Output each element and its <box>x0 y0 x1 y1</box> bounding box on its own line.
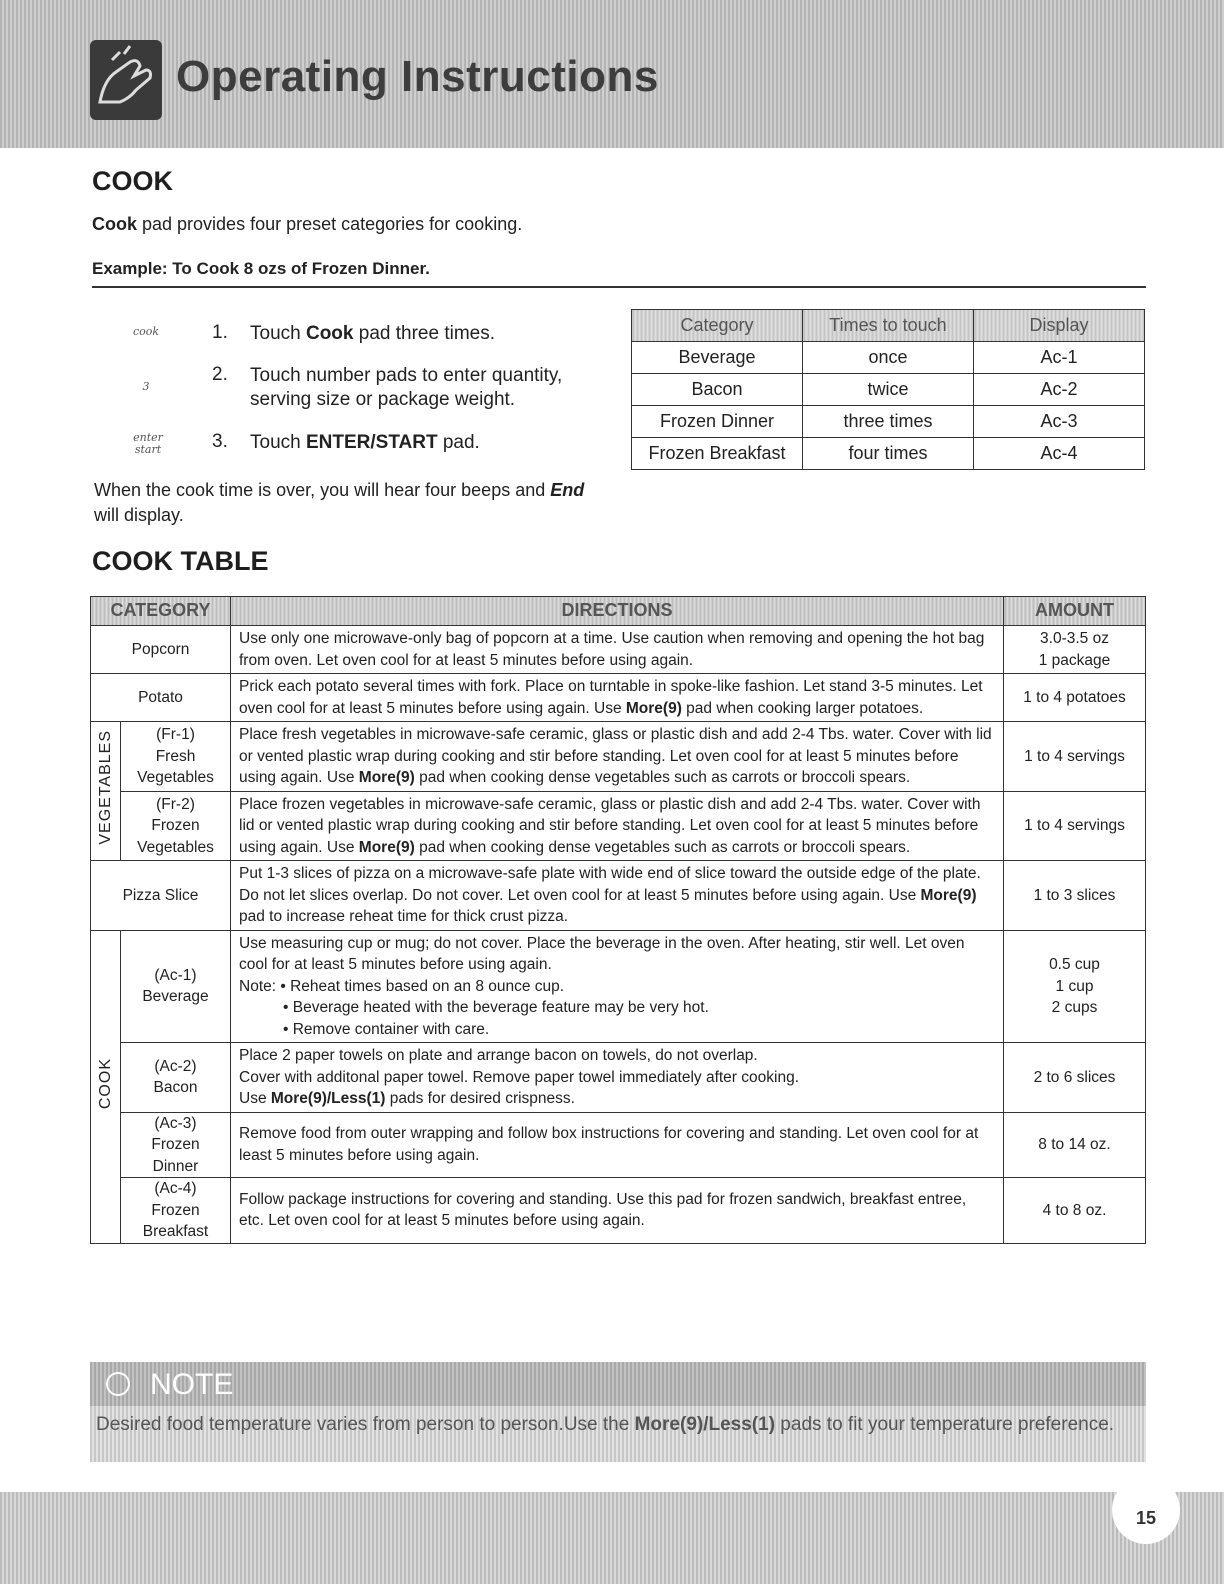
table-cell: Ac-3 <box>974 406 1145 438</box>
category-name: Frozen <box>151 1201 200 1219</box>
category-name: Fresh <box>155 747 196 765</box>
step-text <box>250 322 590 346</box>
amount-cell: 4 to 8 oz. <box>1004 1178 1146 1244</box>
category-cell <box>121 791 231 861</box>
table-cell: Beverage <box>632 342 803 374</box>
amount-line: 2 cups <box>1051 999 1098 1016</box>
step-number: 3. <box>212 431 228 452</box>
category-name: Frozen <box>151 1136 200 1153</box>
directions-text: pad when cooking dense vegetables such as carrots or broccoli spears. <box>414 838 911 856</box>
category-code: (Ac-2) <box>154 1057 197 1075</box>
category-name: Beverage <box>142 988 209 1006</box>
table-row-pizza <box>91 861 1146 931</box>
table-cell: Frozen Dinner <box>632 406 803 438</box>
directions-cell <box>231 861 1004 931</box>
directions-text: Place fresh vegetables in microwave-safe ceramic, glass or plastic dish and add 2-4 Tbs. water. Cover with lid or vented plastic wrap during cooking and stir before standing. Let oven cool for at least 5 minutes before using again. Use <box>239 726 992 786</box>
start-label: start <box>134 443 162 456</box>
group-label: VEGETABLES <box>96 730 114 846</box>
category-name: Breakfast <box>142 1223 209 1240</box>
cook-table <box>90 596 1146 1244</box>
category-name: Dinner <box>152 1157 199 1175</box>
category-cell: Pizza Slice <box>91 861 231 931</box>
intro-text: pad provides four preset categories for cooking. <box>137 214 523 234</box>
page-number: 15 <box>1135 1508 1157 1528</box>
step-text-post: pad. <box>437 432 480 453</box>
category-cell <box>121 1178 231 1244</box>
end-display-word: End <box>550 480 585 500</box>
directions-bold: More(9) <box>625 699 682 717</box>
directions-cell: Follow package instructions for covering and standing. Use this pad for frozen sandwich, breakfast entree, etc. Let oven cool for at least 5 minutes before using again. <box>231 1178 1004 1244</box>
directions-bold: More(9) <box>920 886 977 904</box>
enter-start-pad-icon <box>126 432 170 456</box>
category-code: (Fr-1) <box>156 726 195 743</box>
note-text-bold: More(9)/Less(1) <box>634 1414 776 1435</box>
directions-bold: More(9) <box>358 838 415 856</box>
category-name: Vegetables <box>137 838 214 856</box>
table-row-beverage <box>91 930 1146 1043</box>
table-row-frozen-breakfast <box>91 1178 1146 1244</box>
divider <box>92 286 1146 288</box>
table-cell: once <box>803 342 974 374</box>
intro-bold: Cook <box>92 214 137 234</box>
page-title: Operating Instructions <box>176 52 659 101</box>
enter-label: enter <box>133 431 163 444</box>
col-header-directions: DIRECTIONS <box>231 597 1004 626</box>
table-row <box>632 438 1145 470</box>
table-row <box>632 374 1145 406</box>
directions-text-pre: Use <box>239 1090 271 1107</box>
directions-text: Place 2 paper towels on plate and arrange bacon on towels, do not overlap. <box>239 1047 758 1064</box>
directions-text: Cover with additonal paper towel. Remove paper towel immediately after cooking. <box>239 1068 800 1086</box>
example-heading: Example: To Cook 8 ozs of Frozen Dinner. <box>92 259 430 278</box>
amount-line: 3.0-3.5 oz <box>1040 630 1109 647</box>
category-code: (Ac-4) <box>154 1180 197 1197</box>
amount-line: 1 package <box>1038 651 1111 669</box>
col-header-times: Times to touch <box>803 310 974 342</box>
col-header-category: Category <box>632 310 803 342</box>
category-cell <box>121 1043 231 1113</box>
amount-cell: 1 to 4 servings <box>1004 722 1146 792</box>
amount-line: 0.5 cup <box>1049 956 1100 973</box>
directions-cell <box>231 1043 1004 1113</box>
directions-text: pad when cooking larger potatoes. <box>681 699 924 717</box>
col-header-display: Display <box>974 310 1145 342</box>
category-cell <box>121 930 231 1043</box>
table-cell: three times <box>803 406 974 438</box>
amount-cell: 8 to 14 oz. <box>1004 1112 1146 1178</box>
directions-text-post: pads for desired crispness. <box>385 1090 575 1107</box>
directions-cell <box>231 930 1004 1043</box>
category-name: Frozen <box>151 817 200 834</box>
table-row-potato <box>91 674 1146 722</box>
table-row-popcorn <box>91 626 1146 674</box>
step-2 <box>212 364 590 412</box>
directions-text: pad when cooking dense vegetables such as carrots or broccoli spears. <box>414 769 911 786</box>
step-3 <box>212 431 590 455</box>
category-name: Bacon <box>153 1079 198 1097</box>
directions-cell <box>231 791 1004 861</box>
table-cell: Ac-1 <box>974 342 1145 374</box>
group-cell-cook <box>91 930 121 1243</box>
step-text-bold: Cook <box>305 323 354 344</box>
table-header-row <box>632 310 1145 342</box>
amount-cell: 2 to 6 slices <box>1004 1043 1146 1113</box>
directions-note: • Beverage heated with the beverage feature may be very hot. <box>283 999 709 1016</box>
directions-text: pad to increase reheat time for thick crust pizza. <box>239 908 569 925</box>
amount-cell <box>1004 930 1146 1043</box>
cook-intro <box>92 214 522 235</box>
group-label: COOK <box>96 1057 114 1109</box>
category-cell <box>121 1112 231 1178</box>
note-pencil-icon <box>106 1372 130 1396</box>
directions-cell: Remove food from outer wrapping and follow box instructions for covering and standing. Let oven cool for at least 5 minutes before using again. <box>231 1112 1004 1178</box>
category-cell: Potato <box>91 674 231 722</box>
table-row-frozen-vegetables <box>91 791 1146 861</box>
table-cell: twice <box>803 374 974 406</box>
step-text-pre: Touch <box>250 323 306 344</box>
directions-cell <box>231 722 1004 792</box>
table-cell: Frozen Breakfast <box>632 438 803 470</box>
note-title: NOTE <box>150 1368 234 1401</box>
table-row-frozen-dinner <box>91 1112 1146 1178</box>
directions-text: Place frozen vegetables in microwave-safe ceramic, glass or plastic dish and add 2-4 Tbs. water. Cover with lid or vented plastic wrap during cooking and stir before standing. Let oven cool for at least 5 minutes before using again. Use <box>239 795 981 856</box>
table-row-bacon <box>91 1043 1146 1113</box>
footer-band <box>0 1492 1224 1584</box>
table-row-fresh-vegetables <box>91 722 1146 792</box>
cook-section-title: COOK <box>92 166 173 196</box>
amount-cell: 1 to 4 potatoes <box>1004 674 1146 722</box>
step-text <box>250 431 590 455</box>
cook-pad-icon: cook <box>132 325 160 338</box>
table-row <box>632 406 1145 438</box>
directions-cell: Use only one microwave-only bag of popcorn at a time. Use caution when removing and opening the hot bag from oven. Let oven cool for at least 5 minutes before using again. <box>231 626 1004 674</box>
directions-bold: More(9) <box>358 769 415 786</box>
category-table <box>631 309 1145 470</box>
col-header-category: CATEGORY <box>91 597 231 626</box>
step-1 <box>212 322 590 346</box>
directions-cell <box>231 674 1004 722</box>
group-cell-vegetables <box>91 722 121 861</box>
category-name: Vegetables <box>137 769 214 786</box>
note-text-pre: Desired food temperature varies from person to person.Use the <box>96 1414 635 1435</box>
table-cell: Ac-4 <box>974 438 1145 470</box>
number-pad-icon: 3 <box>142 380 150 393</box>
chef-hand-icon <box>90 40 162 120</box>
category-code: (Ac-3) <box>154 1114 197 1132</box>
end-note <box>94 478 614 528</box>
table-header-row <box>91 597 1146 626</box>
table-cell: four times <box>803 438 974 470</box>
end-note-pre: When the cook time is over, you will hear four beeps and <box>94 480 551 500</box>
note-text <box>96 1413 1126 1436</box>
step-text-bold: ENTER/START <box>305 432 438 453</box>
amount-line: 1 cup <box>1055 977 1094 995</box>
amount-cell <box>1004 626 1146 674</box>
category-cell <box>121 722 231 792</box>
cook-table-title: COOK TABLE <box>92 546 269 576</box>
note-header <box>90 1362 1146 1406</box>
directions-note: • Remove container with care. <box>283 1020 490 1038</box>
amount-cell: 1 to 4 servings <box>1004 791 1146 861</box>
directions-text: Put 1-3 slices of pizza on a microwave-safe plate with wide end of slice toward the outside edge of the plate. Do not let slices overlap. Do not cover. Let oven cool for at least 5 minutes before using again. Use <box>239 865 981 904</box>
directions-text: Use measuring cup or mug; do not cover. Place the beverage in the oven. After heating, stir well. Let oven cool for at least 5 minutes before using again. <box>239 934 965 973</box>
directions-text: Prick each potato several times with fork. Place on turntable in spoke-like fashion. Let stand 3-5 minutes. Let oven cool for at least 5 minutes before using again. Use <box>239 678 983 717</box>
directions-text <box>239 1088 995 1110</box>
step-text: Touch number pads to enter quantity, serving size or package weight. <box>250 365 563 410</box>
step-number: 2. <box>212 364 228 385</box>
table-row <box>632 342 1145 374</box>
directions-note: Note: • Reheat times based on an 8 ounce cup. <box>239 977 565 995</box>
directions-bold: More(9)/Less(1) <box>270 1090 386 1107</box>
step-number: 1. <box>212 322 228 343</box>
category-code: (Fr-2) <box>156 795 195 813</box>
category-code: (Ac-1) <box>154 966 197 984</box>
category-cell: Popcorn <box>91 626 231 674</box>
amount-cell: 1 to 3 slices <box>1004 861 1146 931</box>
table-cell: Ac-2 <box>974 374 1145 406</box>
col-header-amount: AMOUNT <box>1004 597 1146 626</box>
step-text-post: pad three times. <box>353 323 496 344</box>
end-note-post: will display. <box>94 505 184 525</box>
table-cell: Bacon <box>632 374 803 406</box>
note-text-post: pads to fit your temperature preference. <box>775 1414 1115 1435</box>
step-text-pre: Touch <box>250 432 306 453</box>
